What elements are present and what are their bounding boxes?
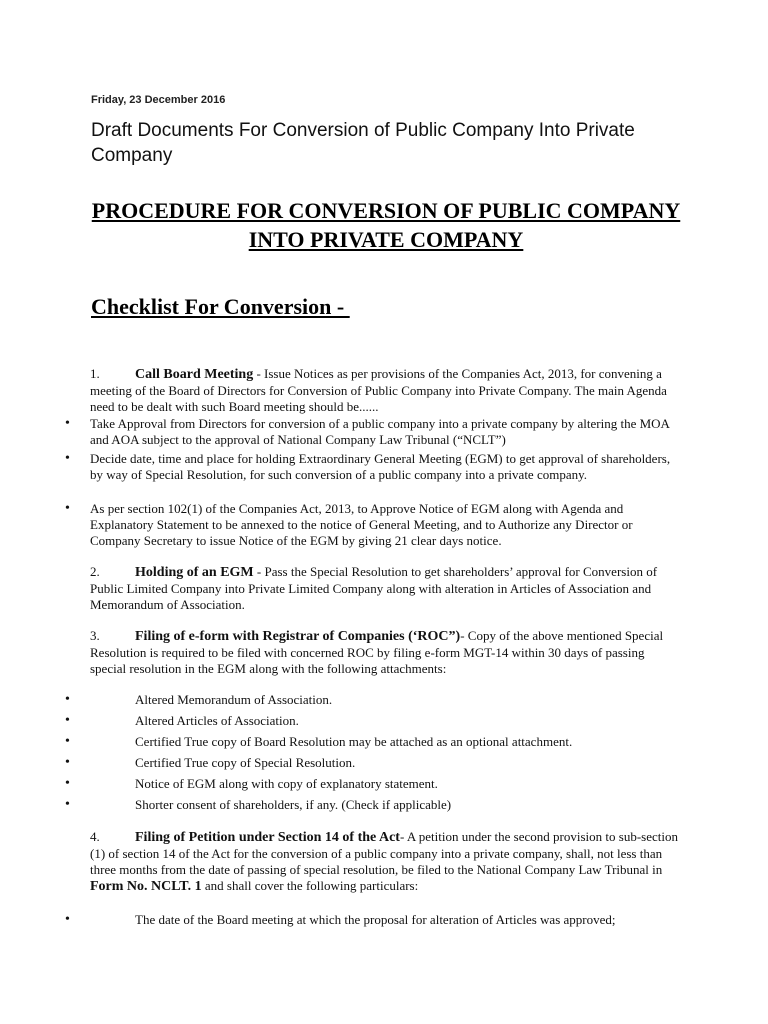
step-1-paragraph bbox=[90, 366, 682, 415]
list-item bbox=[65, 797, 695, 813]
list-item-text: Take Approval from Directors for conversion of a public company into a private company by altering the MOA and AOA subject to the approval of National Company Law Tribunal (“NCLT”) bbox=[90, 416, 670, 447]
list-item-text: The date of the Board meeting at which the proposal for alteration of Articles was approved; bbox=[135, 912, 616, 927]
step-2-text: - Pass the Special Resolution to get shareholders’ approval for Conversion of Public Limited Company into Private Limited Company along with alteration in Articles of Association and Memorandum of Association. bbox=[90, 564, 658, 612]
list-item bbox=[65, 501, 682, 549]
list-item-text: Shorter consent of shareholders, if any. (Check if applicable) bbox=[135, 797, 452, 812]
bullet-icon: • bbox=[65, 451, 70, 466]
step-4-text: - A petition under the second provision to sub-section (1) of section 14 of the Act for the conversion of a public company into a private company, shall, not less than three months from the date of passing of special resolution, be filed to the National Company Law Tribunal in bbox=[90, 829, 678, 877]
bullet-icon: • bbox=[65, 755, 70, 770]
step-2-number: 2. bbox=[90, 564, 100, 579]
post-title: Draft Documents For Conversion of Public Company Into Private Company bbox=[91, 120, 635, 166]
list-item-text: Altered Memorandum of Association. bbox=[135, 692, 333, 707]
step-3-number: 3. bbox=[90, 628, 100, 643]
bullet-icon: • bbox=[65, 713, 70, 728]
step-4-text-end: and shall cover the following particulars: bbox=[201, 878, 419, 893]
post-date: Friday, 23 December 2016 bbox=[91, 94, 226, 106]
form-name: Form No. NCLT. 1 bbox=[90, 879, 202, 894]
list-item-text: Decide date, time and place for holding Extraordinary General Meeting (EGM) to get approval of shareholders, by way of Special Resolution, for such conversion of a public company into a private company. bbox=[90, 451, 671, 482]
bullet-icon: • bbox=[65, 912, 70, 927]
document-title: PROCEDURE FOR CONVERSION OF PUBLIC COMPANY INTO PRIVATE COMPANY bbox=[91, 198, 681, 252]
step-4-paragraph bbox=[90, 829, 682, 895]
bullet-icon: • bbox=[65, 416, 70, 431]
list-item bbox=[65, 776, 695, 792]
list-item bbox=[65, 734, 695, 750]
step-3-paragraph bbox=[90, 628, 682, 677]
list-item bbox=[65, 416, 682, 448]
step-1-number: 1. bbox=[90, 366, 100, 381]
list-item bbox=[65, 692, 695, 708]
list-item-text: Certified True copy of Board Resolution may be attached as an optional attachment. bbox=[135, 734, 573, 749]
list-item bbox=[65, 912, 695, 928]
bullet-icon: • bbox=[65, 776, 70, 791]
list-item bbox=[65, 755, 695, 771]
bullet-icon: • bbox=[65, 501, 70, 516]
list-item-text: Certified True copy of Special Resolution. bbox=[135, 755, 356, 770]
step-3-text: - Copy of the above mentioned Special Resolution is required to be filed with concerned ROC by filing e-form MGT-14 within 30 days of passing special resolution in the EGM along with the following attachments: bbox=[90, 628, 664, 676]
step-4-number: 4. bbox=[90, 829, 100, 844]
step-2-title: Holding of an EGM bbox=[135, 565, 254, 580]
list-item bbox=[65, 713, 695, 729]
bullet-icon: • bbox=[65, 692, 70, 707]
step-1-text: - Issue Notices as per provisions of the Companies Act, 2013, for convening a meeting of the Board of Directors for Conversion of Public Company into Private Company. The main Agenda need to be dealt with such Board meeting should be...... bbox=[90, 366, 667, 414]
list-item-text: Notice of EGM along with copy of explanatory statement. bbox=[135, 776, 438, 791]
bullet-icon: • bbox=[65, 734, 70, 749]
bullet-icon: • bbox=[65, 797, 70, 812]
step-1-title: Call Board Meeting bbox=[135, 367, 254, 382]
list-item bbox=[65, 451, 682, 483]
step-3-title: Filing of e-form with Registrar of Companies (‘ROC”) bbox=[135, 629, 461, 644]
list-item-text: Altered Articles of Association. bbox=[135, 713, 299, 728]
checklist-heading: Checklist For Conversion - bbox=[91, 294, 350, 319]
step-2-paragraph bbox=[90, 564, 682, 613]
list-item-text: As per section 102(1) of the Companies Act, 2013, to Approve Notice of EGM along with Agenda and Explanatory Statement to be annexed to the notice of General Meeting, and to Authorize any Director or Company Secretary to issue Notice of the EGM by giving 21 clear days notice. bbox=[90, 501, 633, 548]
step-4-title: Filing of Petition under Section 14 of the Act bbox=[135, 830, 400, 845]
